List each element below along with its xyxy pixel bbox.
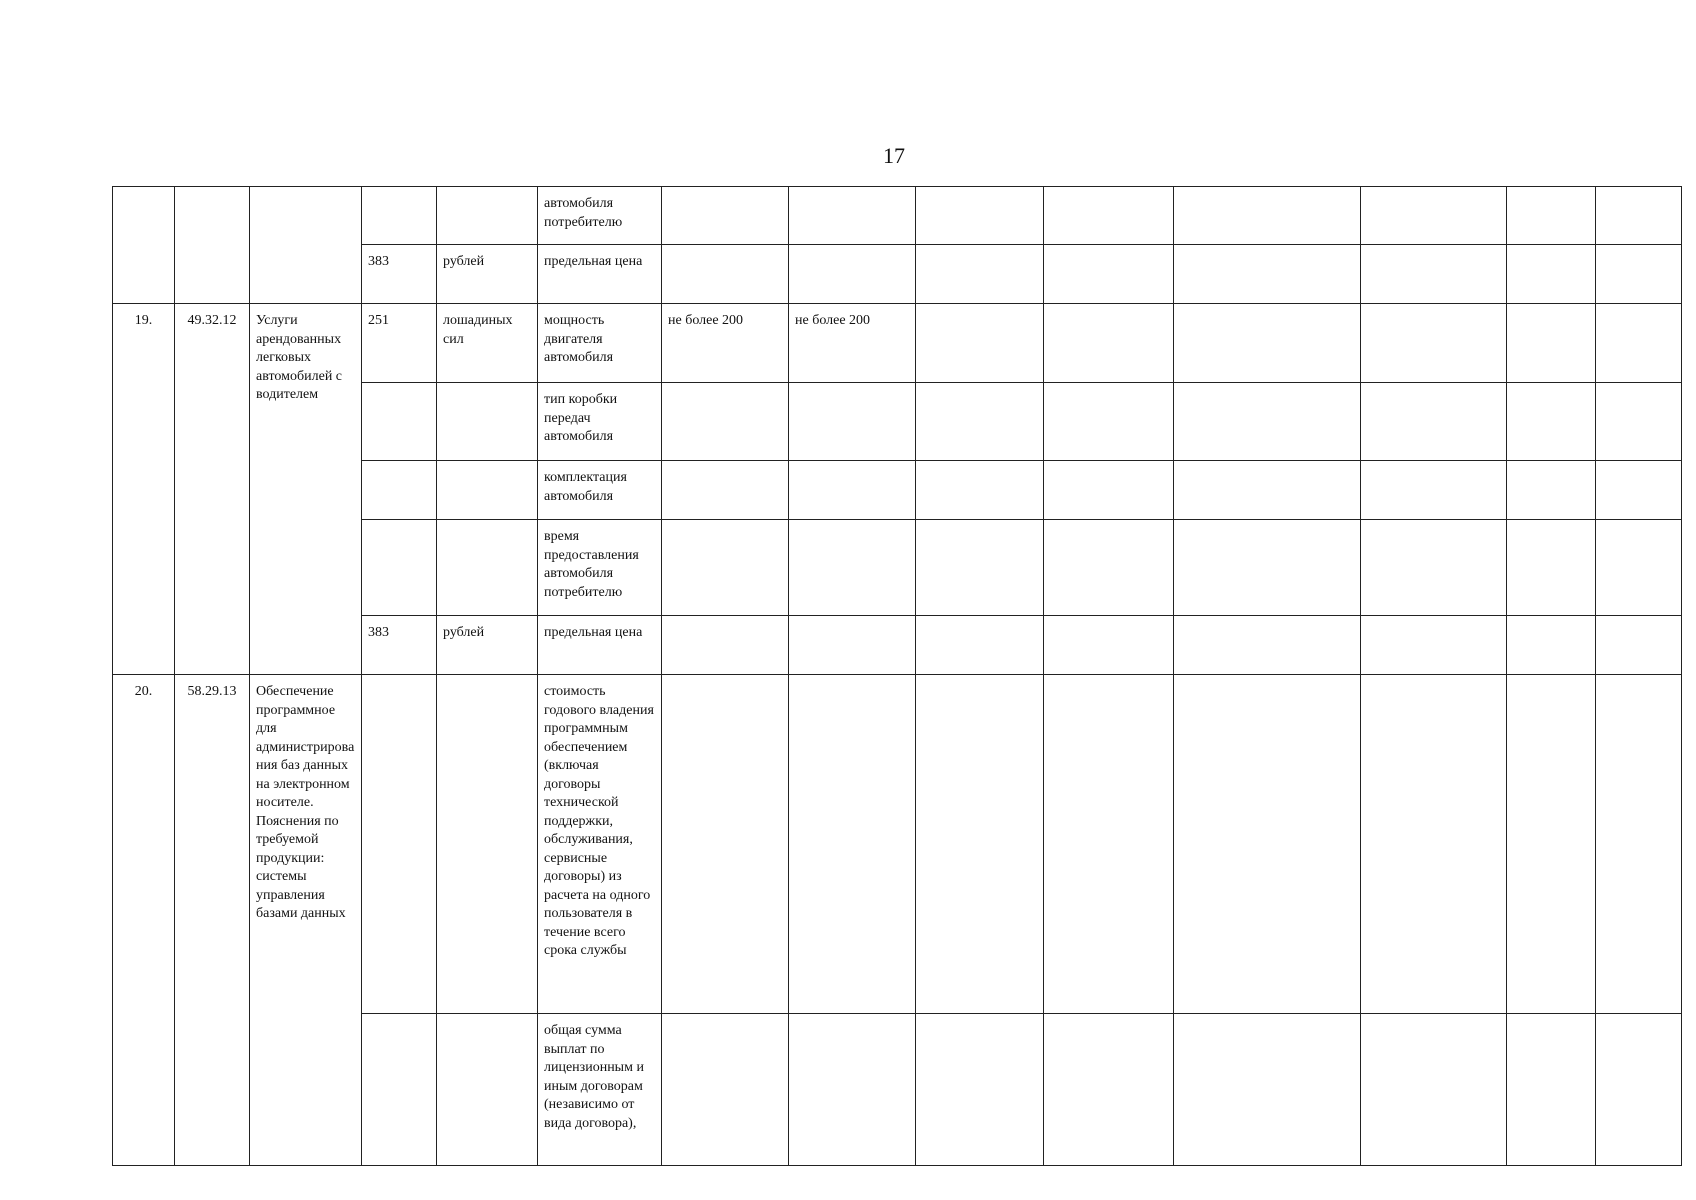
cell-unit: рублей	[437, 616, 538, 675]
cell-index	[113, 187, 175, 304]
cell-unit	[437, 461, 538, 520]
cell-okpd	[175, 187, 250, 304]
cell-characteristic: предельная цена	[538, 245, 662, 304]
cell-code	[362, 461, 437, 520]
cell-code: 383	[362, 616, 437, 675]
cell-code	[362, 520, 437, 616]
cell-characteristic: предельная цена	[538, 616, 662, 675]
cell-unit	[437, 520, 538, 616]
cell-characteristic: комплектация автомобиля	[538, 461, 662, 520]
cell-code	[362, 1014, 437, 1166]
cell-code: 251	[362, 304, 437, 383]
cell-okpd: 58.29.13	[175, 675, 250, 1166]
cell-name	[250, 187, 362, 304]
cell-characteristic: стоимость годового владения программным обеспечением (включая договоры технической поддержки, обслуживания, сервисные договоры) из расчета на одного пользователя в течение всего срока службы	[538, 675, 662, 1014]
cell-unit: рублей	[437, 245, 538, 304]
cell-characteristic: общая сумма выплат по лицензионным и иным договорам (независимо от вида договора),	[538, 1014, 662, 1166]
cell-unit	[437, 675, 538, 1014]
cell-characteristic: тип коробки передач автомобиля	[538, 383, 662, 461]
table-row	[113, 304, 1682, 383]
cell-value-1: не более 200	[662, 304, 789, 383]
cell-unit	[437, 187, 538, 245]
requirements-table	[112, 186, 1682, 1166]
cell-name: Услуги арендованных легковых автомобилей с водителем	[250, 304, 362, 675]
cell-unit	[437, 1014, 538, 1166]
cell-code	[362, 187, 437, 245]
cell-value-2: не более 200	[789, 304, 916, 383]
cell-index: 20.	[113, 675, 175, 1166]
page-number: 17	[883, 143, 905, 168]
cell-characteristic: автомобиля потребителю	[538, 187, 662, 245]
table-row	[113, 675, 1682, 1014]
cell-code: 383	[362, 245, 437, 304]
cell-index: 19.	[113, 304, 175, 675]
cell-unit: лошадиных сил	[437, 304, 538, 383]
cell-code	[362, 675, 437, 1014]
cell-unit	[437, 383, 538, 461]
cell-name: Обеспечение программное для администрирования баз данных на электронном носителе. Пояснения по требуемой продукции: системы управления базами данных	[250, 675, 362, 1166]
cell-characteristic: время предоставления автомобиля потребителю	[538, 520, 662, 616]
cell-code	[362, 383, 437, 461]
cell-okpd: 49.32.12	[175, 304, 250, 675]
table-row	[113, 187, 1682, 245]
cell-characteristic: мощность двигателя автомобиля	[538, 304, 662, 383]
